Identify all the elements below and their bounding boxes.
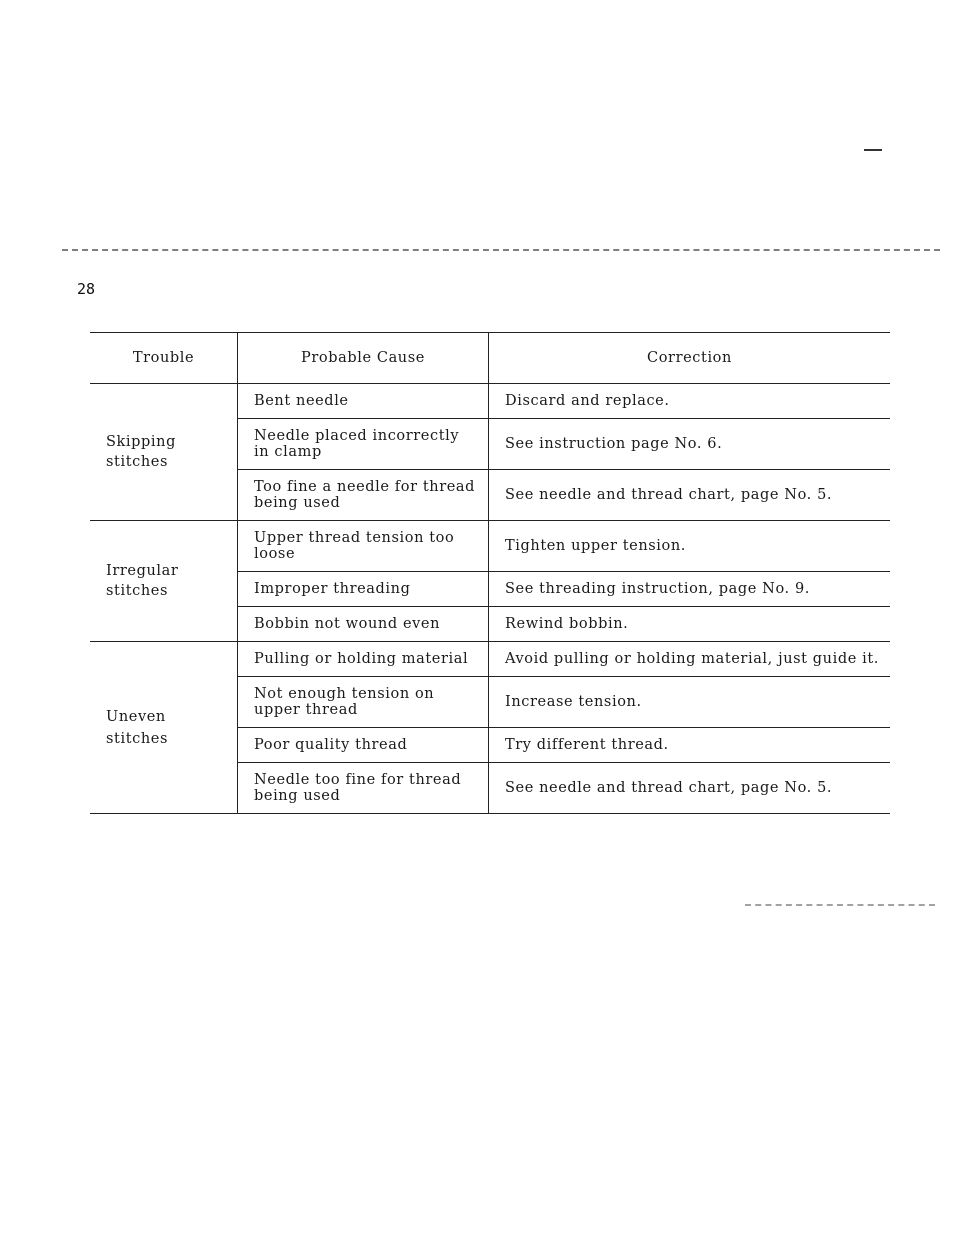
table-header-row xyxy=(90,333,890,384)
correction-cell xyxy=(489,572,891,607)
scan-mark xyxy=(864,149,882,151)
cause-text: Bobbin not wound even xyxy=(254,616,441,632)
troubleshooting-table xyxy=(90,332,890,814)
correction-text: Avoid pulling or holding material, just guide it. xyxy=(505,651,880,667)
cause-cell xyxy=(238,470,489,521)
cause-text: Needle too fine for thread being used xyxy=(254,772,462,804)
table-row xyxy=(90,384,890,419)
correction-text: Tighten upper tension. xyxy=(505,538,687,554)
correction-text: See needle and thread chart, page No. 5. xyxy=(505,487,833,503)
correction-text: See threading instruction, page No. 9. xyxy=(505,581,810,597)
scan-smudge xyxy=(745,904,935,906)
cause-text: Too fine a needle for thread being used xyxy=(254,479,476,511)
correction-cell xyxy=(489,470,891,521)
cause-text: Not enough tension on upper thread xyxy=(254,686,435,718)
cause-text: Pulling or holding material xyxy=(254,651,469,667)
cause-text: Needle placed incorrectly in clamp xyxy=(254,428,460,460)
header-trouble: Trouble xyxy=(90,333,238,384)
correction-cell xyxy=(489,763,891,814)
cause-text: Bent needle xyxy=(254,393,349,409)
cause-cell xyxy=(238,728,489,763)
correction-text: Increase tension. xyxy=(505,694,642,710)
correction-cell xyxy=(489,607,891,642)
trouble-label: Skipping stitches xyxy=(106,434,176,470)
correction-cell xyxy=(489,728,891,763)
cause-cell xyxy=(238,763,489,814)
table-row xyxy=(90,521,890,572)
trouble-skipping-stitches xyxy=(90,384,238,521)
cause-cell xyxy=(238,677,489,728)
correction-cell xyxy=(489,419,891,470)
correction-text: See needle and thread chart, page No. 5. xyxy=(505,780,833,796)
cause-cell xyxy=(238,642,489,677)
header-probable-cause: Probable Cause xyxy=(238,333,489,384)
cause-text: Improper threading xyxy=(254,581,411,597)
cause-cell xyxy=(238,384,489,419)
correction-cell xyxy=(489,677,891,728)
table-row xyxy=(90,642,890,677)
cause-text: Poor quality thread xyxy=(254,737,408,753)
cause-cell xyxy=(238,419,489,470)
cause-text: Upper thread tension too loose xyxy=(254,530,455,562)
cause-cell xyxy=(238,572,489,607)
trouble-label: Uneven stitches xyxy=(106,708,169,747)
correction-text: Rewind bobbin. xyxy=(505,616,629,632)
page-number: 28 xyxy=(77,280,96,298)
correction-cell xyxy=(489,642,891,677)
correction-text: Discard and replace. xyxy=(505,393,670,409)
trouble-label: Irregular stitches xyxy=(106,563,179,599)
correction-cell xyxy=(489,384,891,419)
correction-cell xyxy=(489,521,891,572)
trouble-irregular-stitches xyxy=(90,521,238,642)
header-correction: Correction xyxy=(489,333,891,384)
correction-text: Try different thread. xyxy=(505,737,669,753)
trouble-uneven-stitches xyxy=(90,642,238,814)
cause-cell xyxy=(238,607,489,642)
correction-text: See instruction page No. 6. xyxy=(505,436,723,452)
scan-rule xyxy=(62,249,940,251)
cause-cell xyxy=(238,521,489,572)
